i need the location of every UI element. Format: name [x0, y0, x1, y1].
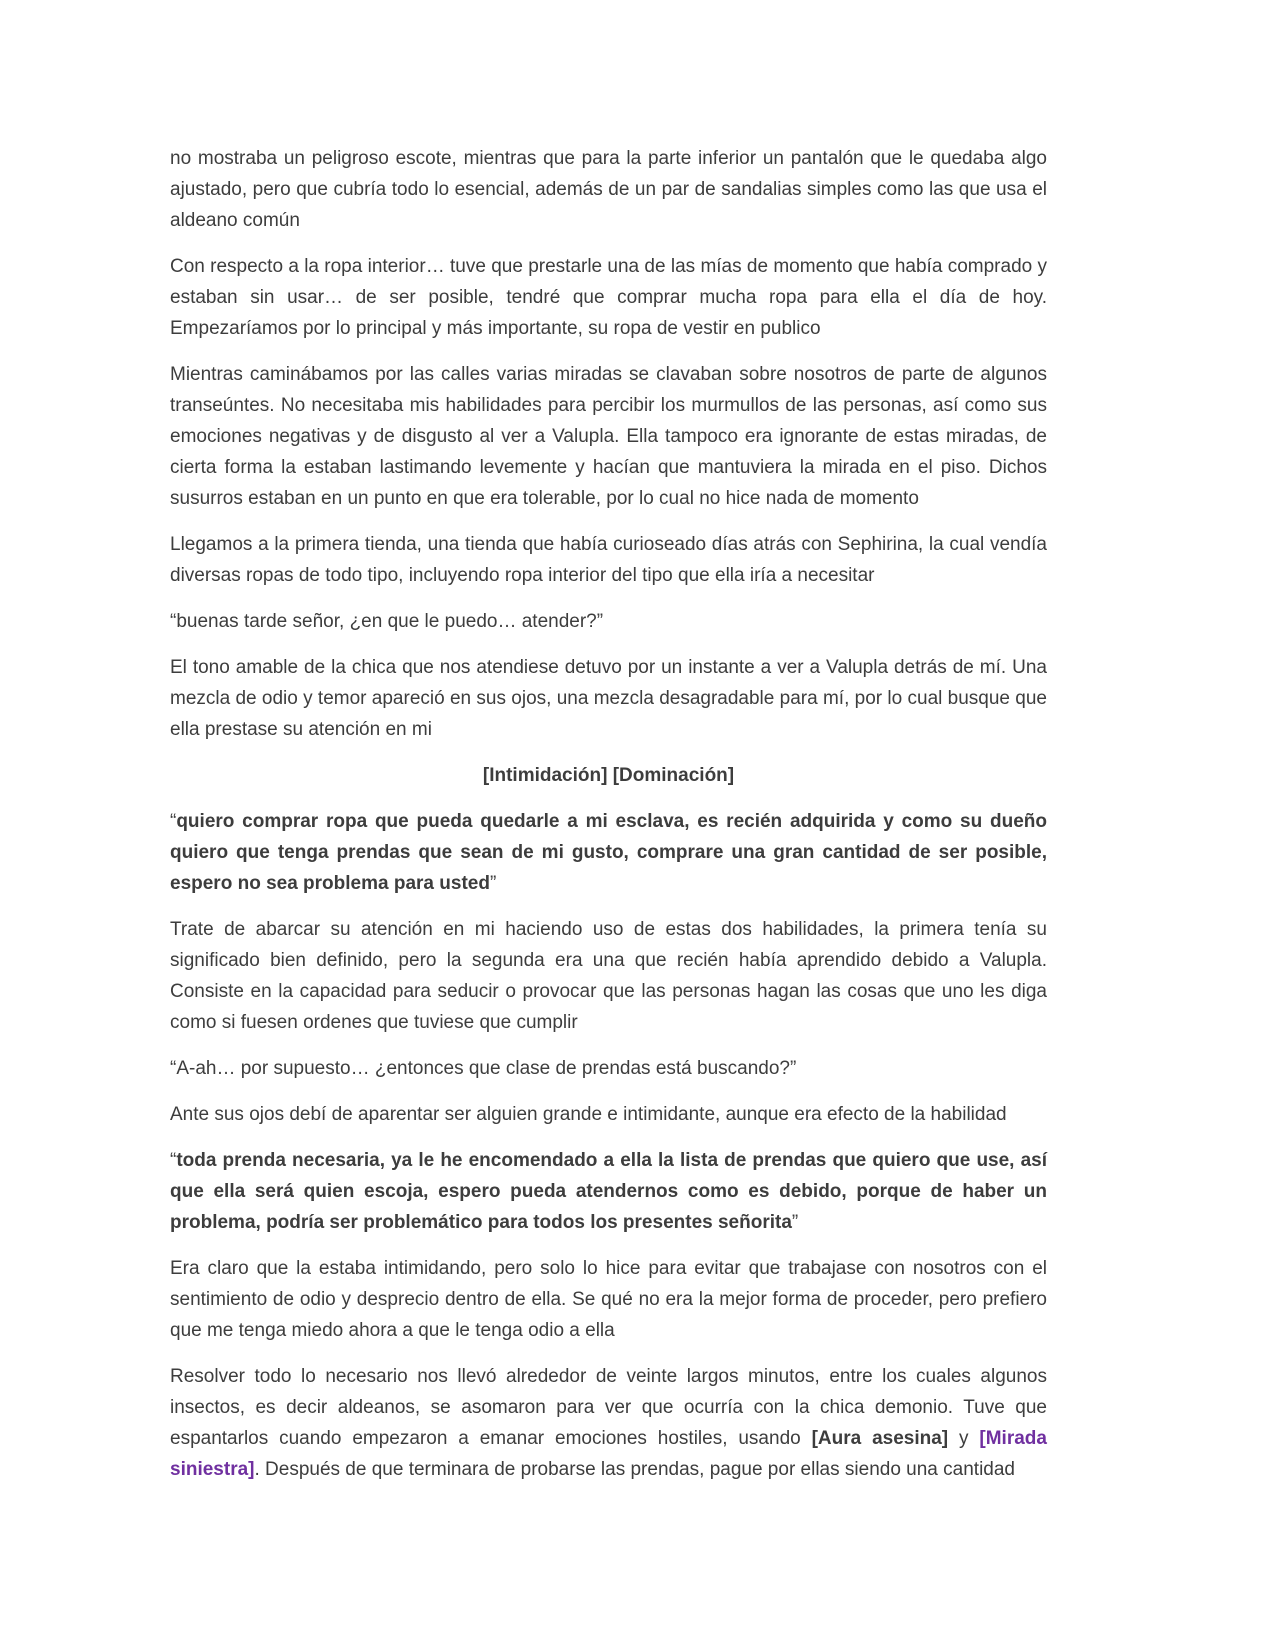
bold-text-run: toda prenda necesaria, ya le he encomendado a ella la lista de prendas que quiero que use, así que ella será quien escoja, espero pueda atendernos como es debido, porque de haber un problema, podría ser problemático para todos los presentes señorita [170, 1150, 1047, 1233]
text-run: “ [170, 811, 177, 832]
paragraph-clerk-reply [170, 1053, 1047, 1084]
paragraph-underwear [170, 251, 1047, 344]
text-run: “buenas tarde señor, ¿en que le puedo… atender?” [170, 611, 604, 632]
text-run: Mientras caminábamos por las calles varias miradas se clavaban sobre nosotros de parte de algunos transeúntes. No necesitaba mis habilidades para percibir los murmullos de las personas, así como sus emociones negativas y de disgusto al ver a Valupla. Ella tampoco era ignorante de estas miradas, de cierta forma la estaban lastimando levemente y hacían que mantuviera la mirada en el piso. Dichos susurros estaban en un punto en que era tolerable, por lo cual no hice nada de momento [170, 364, 1047, 509]
text-run: Era claro que la estaba intimidando, pero solo lo hice para evitar que trabajase con nosotros con el sentimiento de odio y desprecio dentro de ella. Se qué no era la mejor forma de proceder, pero prefiero que me tenga miedo ahora a que le tenga odio a ella [170, 1258, 1047, 1341]
paragraph-bold-quote-1 [170, 806, 1047, 899]
document-body [170, 143, 1047, 1485]
text-run: ” [489, 873, 497, 894]
text-run: El tono amable de la chica que nos atendiese detuvo por un instante a ver a Valupla detrás de mí. Una mezcla de odio y temor apareció en sus ojos, una mezcla desagradable para mí, por lo cual busque que ella prestase su atención en mi [170, 657, 1047, 740]
text-run: “A-ah… por supuesto… ¿entonces que clase de prendas está buscando?” [170, 1058, 797, 1079]
paragraph-intimidation-reason [170, 1253, 1047, 1346]
text-run: Llegamos a la primera tienda, una tienda que había curioseado días atrás con Sephirina, la cual vendía diversas ropas de todo tipo, incluyendo ropa interior del tipo que ella iría a necesitar [170, 534, 1047, 586]
text-run: Con respecto a la ropa interior… tuve que prestarle una de las mías de momento que había comprado y estaban sin usar… de ser posible, tendré que comprar mucha ropa para ella el día de hoy. Empezaríamos por lo principal y más importante, su ropa de vestir en publico [170, 256, 1047, 339]
text-run: Ante sus ojos debí de aparentar ser alguien grande e intimidante, aunque era efecto de la habilidad [170, 1104, 1007, 1125]
text-run: y [948, 1428, 980, 1449]
skills-heading [170, 760, 1047, 791]
paragraph-first-store [170, 529, 1047, 591]
paragraph-streets [170, 359, 1047, 514]
text-run: Resolver todo lo necesario nos llevó alrededor de veinte largos minutos, entre los cuales algunos insectos, es decir aldeanos, se asomaron para ver que ocurría con la chica demonio. Tuve que espantarlos cuando empezaron a emanar emociones hostiles, usando [170, 1366, 1047, 1449]
bold-text-run: [Aura asesina] [811, 1428, 949, 1449]
bold-text-run: [Intimidación] [Dominación] [482, 765, 735, 786]
text-run: Trate de abarcar su atención en mi haciendo uso de estas dos habilidades, la primera tenía su significado bien definido, pero la segunda era una que recién había aprendido debido a Valupla. Consiste en la capacidad para seducir o provocar que las personas hagan las cosas que uno les diga como si fuesen ordenes que tuviese que cumplir [170, 919, 1047, 1033]
paragraph-clothing-description [170, 143, 1047, 236]
bold-text-run: quiero comprar ropa que pueda quedarle a mi esclava, es recién adquirida y como su dueño quiero que tenga prendas que sean de mi gusto, comprare una gran cantidad de ser posible, espero no sea problema para usted [170, 811, 1047, 894]
text-run: . Después de que terminara de probarse las prendas, pague por ellas siendo una cantidad [254, 1459, 1015, 1480]
text-run: ” [791, 1212, 799, 1233]
paragraph-clerk-greeting [170, 606, 1047, 637]
bold-text-run: [Mirada siniestra] [170, 1428, 1047, 1480]
paragraph-appearance [170, 1099, 1047, 1130]
text-run: “ [170, 1150, 177, 1171]
text-run: no mostraba un peligroso escote, mientras que para la parte inferior un pantalón que le quedaba algo ajustado, pero que cubría todo lo esencial, además de un par de sandalias simples como las que usa el aldeano común [170, 148, 1047, 231]
paragraph-skills-explanation [170, 914, 1047, 1038]
paragraph-clerk-reaction [170, 652, 1047, 745]
paragraph-shopping-conclusion [170, 1361, 1047, 1485]
paragraph-bold-quote-2 [170, 1145, 1047, 1238]
